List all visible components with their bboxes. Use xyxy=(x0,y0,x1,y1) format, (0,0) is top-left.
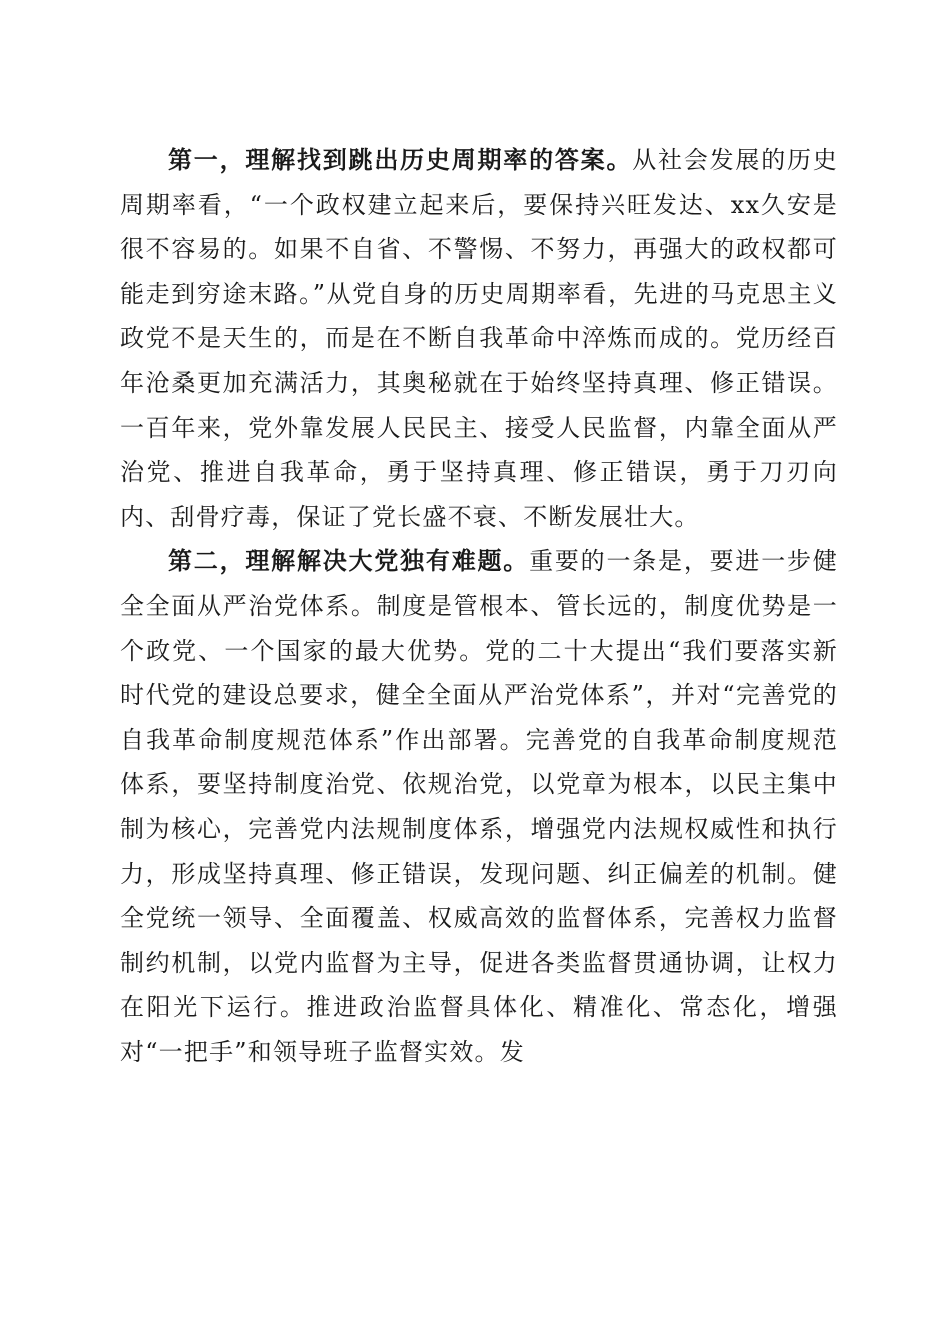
document-body xyxy=(120,138,838,1074)
paragraph-first-lead: 第一，理解找到跳出历史周期率的答案。 xyxy=(168,145,633,174)
paragraph-second-body: 重要的一条是，要进一步健全全面从严治党体系。制度是管根本、管长远的，制度优势是一个政党、一个国家的最大优势。党的二十大提出“我们要落实新时代党的建设总要求，健全全面从严治党体系”，并对“完善党的自我革命制度规范体系”作出部署。完善党的自我革命制度规范体系，要坚持制度治党、依规治党，以党章为根本，以民主集中制为核心，完善党内法规制度体系，增强党内法规权威性和执行力，形成坚持真理、修正错误，发现问题、纠正偏差的机制。健全党统一领导、全面覆盖、权威高效的监督体系，完善权力监督制约机制，以党内监督为主导，促进各类监督贯通协调，让权力在阳光下运行。推进政治监督具体化、精准化、常态化，增强对“一把手”和领导班子监督实效。发 xyxy=(120,547,838,1066)
paragraph-second xyxy=(120,539,838,1074)
paragraph-first xyxy=(120,138,838,539)
paragraph-first-body: 从社会发展的历史周期率看，“一个政权建立起来后，要保持兴旺发达、xx久安是很不容易的。如果不自省、不警惕、不努力，再强大的政权都可能走到穷途末路。”从党自身的历史周期率看，先进的马克思主义政党不是天生的，而是在不断自我革命中淬炼而成的。党历经百年沧桑更加充满活力，其奥秘就在于始终坚持真理、修正错误。一百年来，党外靠发展人民民主、接受人民监督，内靠全面从严治党、推进自我革命，勇于坚持真理、修正错误，勇于刀刃向内、刮骨疗毒，保证了党长盛不衰、不断发展壮大。 xyxy=(120,146,838,531)
paragraph-second-lead: 第二，理解解决大党独有难题。 xyxy=(168,546,530,576)
